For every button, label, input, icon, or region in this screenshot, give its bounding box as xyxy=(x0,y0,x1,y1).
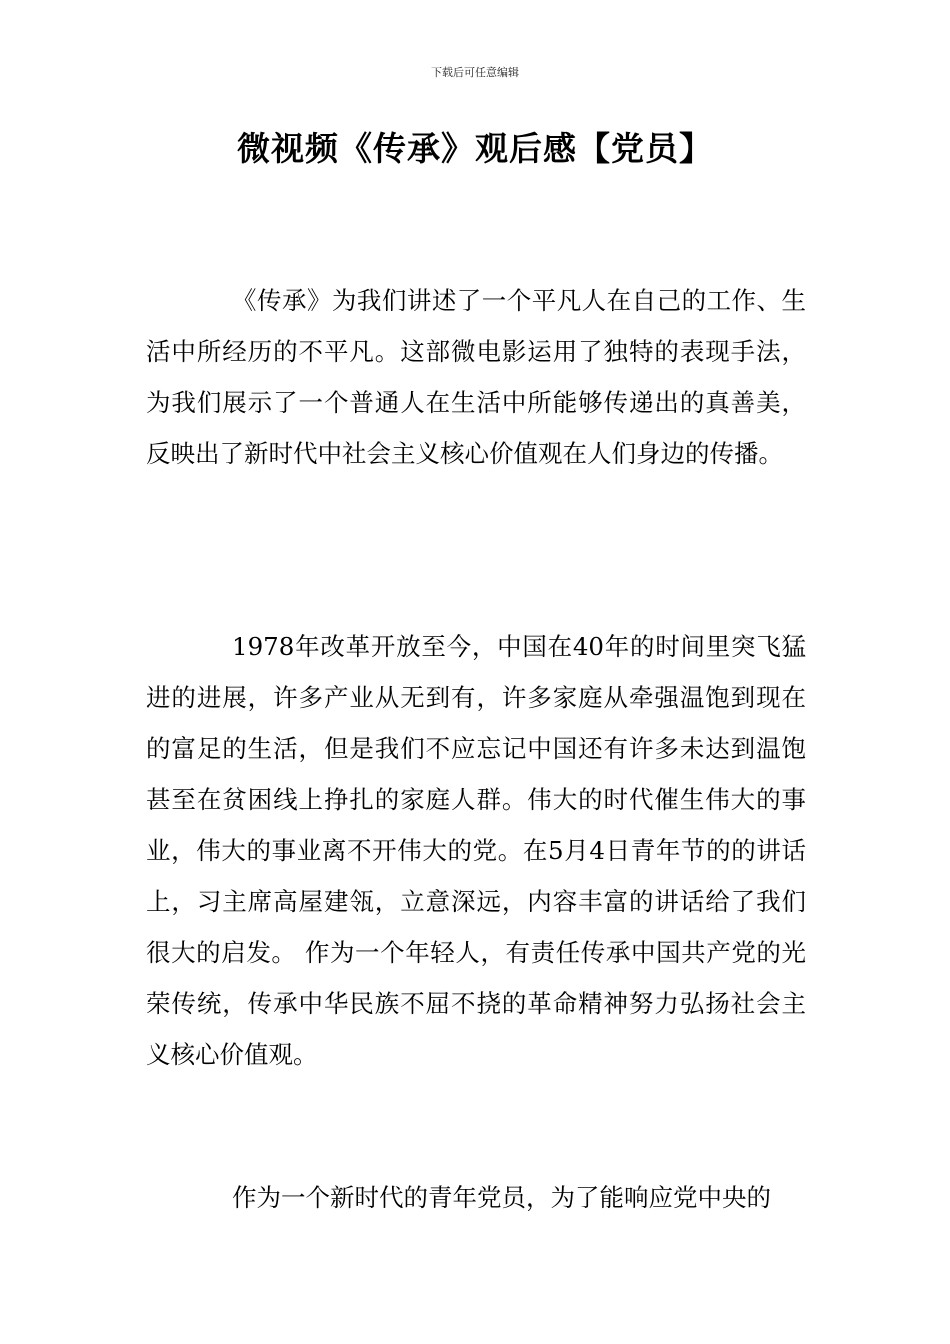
paragraph-1: 《传承》为我们讲述了一个平凡人在自己的工作、生活中所经历的不平凡。这部微电影运用了独特的表现手法，为我们展示了一个普通人在生活中所能够传递出的真善美，反映出了新时代中社会主义核心价值观在人们身边的传播。 xyxy=(146,286,806,468)
paragraph-2: 1978年改革开放至今，中国在40年的时间里突飞猛进的进展，许多产业从无到有，许多家庭从牵强温饱到现在的富足的生活，但是我们不应忘记中国还有许多未达到温饱甚至在贫困线上挣扎的家庭人群。伟大的时代催生伟大的事业，伟大的事业离不开伟大的党。在5月4日青年节的的讲话上，习主席高屋建瓴，立意深远，内容丰富的讲话给了我们很大的启发。 作为一个年轻人，有责任传承中国共产党的光荣传统，传承中华民族不屈不挠的革命精神努力弘扬社会主义核心价值观。 xyxy=(146,632,806,1069)
document-title: 微视频《传承》观后感【党员】 xyxy=(237,129,713,168)
paragraph-3: 作为一个新时代的青年党员，为了能响应党中央的 xyxy=(232,1183,771,1212)
header-note: 下载后可任意编辑 xyxy=(431,66,519,79)
